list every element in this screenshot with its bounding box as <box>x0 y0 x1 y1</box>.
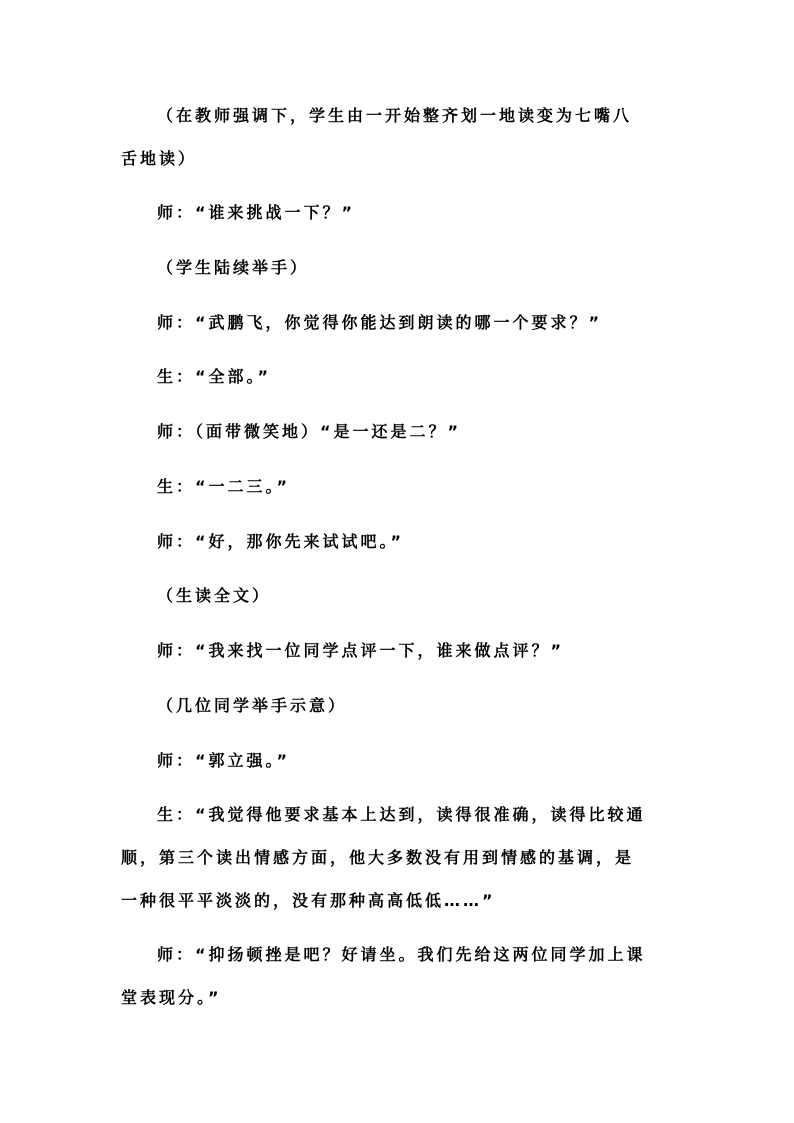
dialogue-line: 一种很平平淡淡的，没有那种高高低低……” <box>121 891 496 910</box>
dialogue-line: 师：（面带微笑地）“是一还是二？” <box>157 422 462 441</box>
dialogue-line: 顺，第三个读出情感方面，他大多数没有用到情感的基调，是 <box>121 848 635 867</box>
dialogue-line: 堂表现分。” <box>121 988 222 1007</box>
dialogue-line: 师：“抑扬顿挫是吧？好请坐。我们先给这两位同学加上课 <box>157 945 646 964</box>
stage-direction-line: （几位同学举手示意） <box>157 696 348 715</box>
dialogue-line: 生：“全部。” <box>157 367 272 386</box>
dialogue-line: 师：“武鹏飞，你觉得你能达到朗读的哪一个要求？” <box>157 313 603 332</box>
dialogue-line: 生：“一二三。” <box>157 477 291 496</box>
dialogue-line: 师：“谁来挑战一下？” <box>157 203 356 222</box>
paragraph-line: 舌地读） <box>121 149 198 168</box>
paragraph-line: （在教师强调下，学生由一开始整齐划一地读变为七嘴八 <box>157 106 633 125</box>
dialogue-line: 生：“我觉得他要求基本上达到，读得很准确，读得比较通 <box>157 805 646 824</box>
dialogue-line: 师：“郭立强。” <box>157 751 291 770</box>
dialogue-line: 师：“我来找一位同学点评一下，谁来做点评？” <box>157 641 565 660</box>
dialogue-line: 师：“好，那你先来试试吧。” <box>157 532 405 551</box>
stage-direction-line: （学生陆续举手） <box>157 258 310 277</box>
stage-direction-line: （生读全文） <box>157 586 272 605</box>
